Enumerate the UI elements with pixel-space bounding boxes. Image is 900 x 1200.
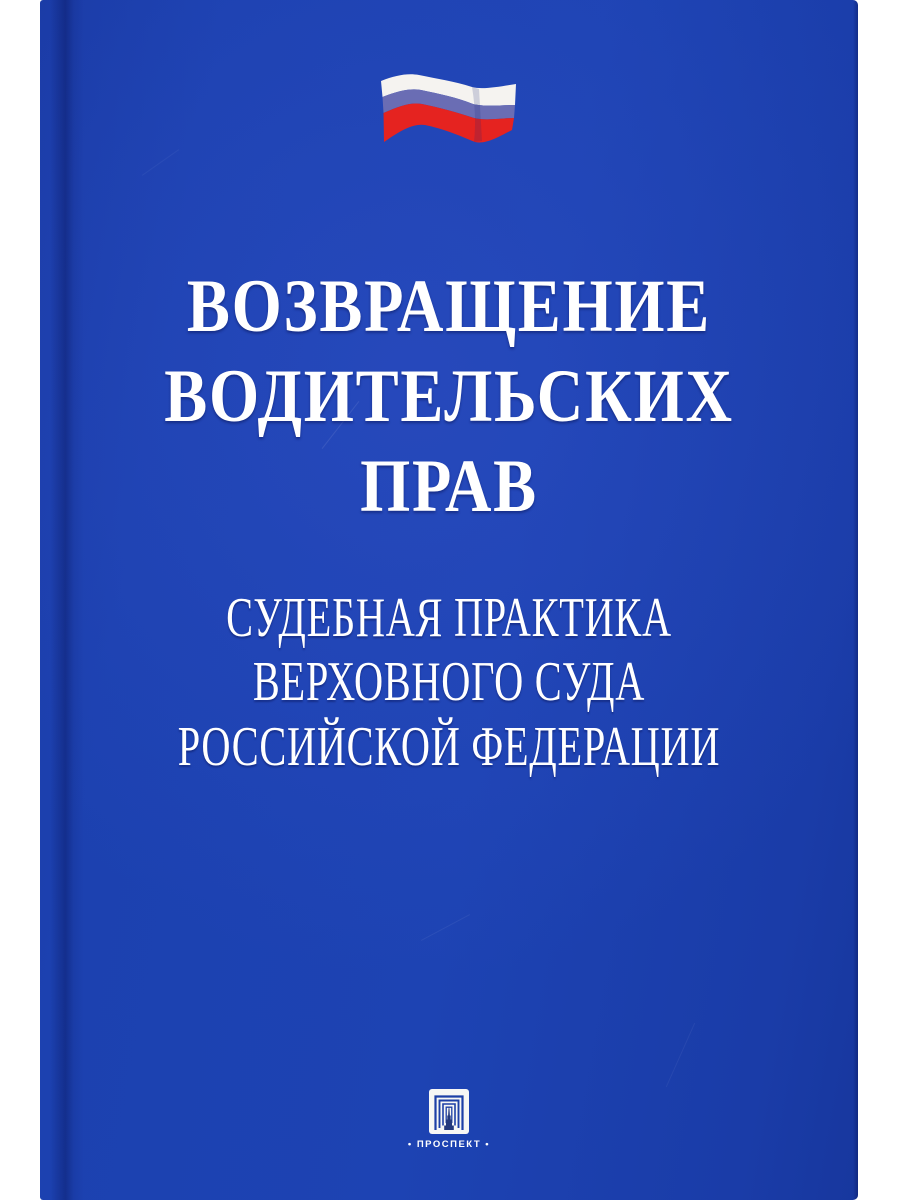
scuff-mark [421,914,470,941]
prospekt-logo-icon [429,1089,469,1134]
spine-crease [50,0,84,1200]
scuff-mark [666,1023,695,1087]
title-line-2: ВОДИТЕЛЬСКИХ [164,355,734,438]
book-cover [40,0,858,1200]
title-line-1: ВОЗВРАЩЕНИЕ [186,265,712,348]
publisher-block [40,1089,858,1150]
russian-flag-icon [378,73,518,145]
title-line-3: ПРАВ [360,445,538,528]
subtitle-line-2: ВЕРХОВНОГО СУДА [252,651,646,713]
subtitle-line-1: СУДЕБНАЯ ПРАКТИКА [226,587,672,649]
cover-right-edge [853,0,858,1200]
publisher-name: • ПРОСПЕКТ • [407,1139,491,1150]
scuff-mark [142,149,179,176]
subtitle-line-3: РОССИЙСКОЙ ФЕДЕРАЦИИ [177,716,721,778]
